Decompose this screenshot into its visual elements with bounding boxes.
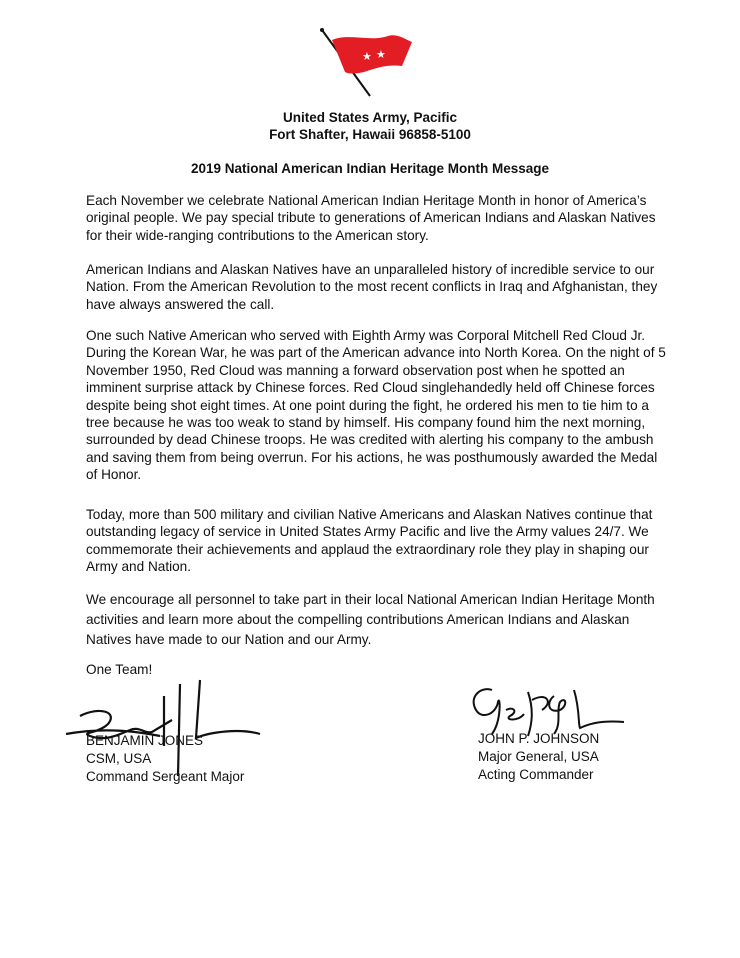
letterhead [0,109,740,143]
org-address: Fort Shafter, Hawaii 96858-5100 [269,127,471,142]
right-signer-rank: Major General, USA [478,749,599,764]
org-name: United States Army, Pacific [282,110,458,125]
closing: One Team! [86,662,153,677]
right-signer-title: Acting Commander [478,767,594,782]
paragraph-today: Today, more than 500 military and civilian Native Americans and Alaskan Natives continue that outstanding legacy of service in United States Army Pacific and live the Army values 24/7. We commemorate their achievements and applaud the extraordinary role they play in shaping our Army and Nation. [86,507,653,575]
right-signature-block [478,730,599,784]
svg-text:★: ★ [376,48,386,61]
paragraph-encourage: We encourage all personnel to take part in their local National American Indian Heritage Month activities and learn more about the compelling contributions American Indians and Alaskan Natives have made to our Nation and our Army. [86,592,655,647]
left-signer-rank: CSM, USA [86,751,152,766]
left-signer-name: BENJAMIN JONES [86,733,204,748]
right-signer-name: JOHN P. JOHNSON [478,731,600,746]
paragraph-intro: Each November we celebrate National American Indian Heritage Month in honor of America’s original people. We pay special tribute to generations of American Indians and Alaskan Natives for their wide-ranging contributions to the American story. [86,193,656,243]
paragraph-service: American Indians and Alaskan Natives have an unparalleled history of incredible service to our Nation. From the American Revolution to the most recent conflicts in Iraq and Afghanistan, they have always answered the call. [86,262,658,312]
left-signer-title: Command Sergeant Major [86,769,245,784]
svg-text:★: ★ [362,50,372,63]
paragraph-red-cloud: One such Native American who served with Eighth Army was Corporal Mitchell Red Cloud Jr. During the Korean War, he was part of the American advance into North Korea. On the night of 5 November 1950, Red Cloud was manning a forward observation post when he spotted an imminent surprise attack by Chinese forces. Red Cloud singlehandedly held off Chinese forces despite being shot eight times. At one point during the fight, he ordered his men to tie him to a tree because he was too weak to stand by himself. His company found him the next morning, surrounded by dead Chinese troops. He was credited with alerting his company to the ambush and saving them from being overrun. For his actions, he was posthumously awarded the Medal of Honor. [86,328,666,483]
message-title: 2019 National American Indian Heritage Month Message [190,161,550,176]
left-signature-block [86,732,244,786]
two-star-flag-icon [318,28,418,98]
